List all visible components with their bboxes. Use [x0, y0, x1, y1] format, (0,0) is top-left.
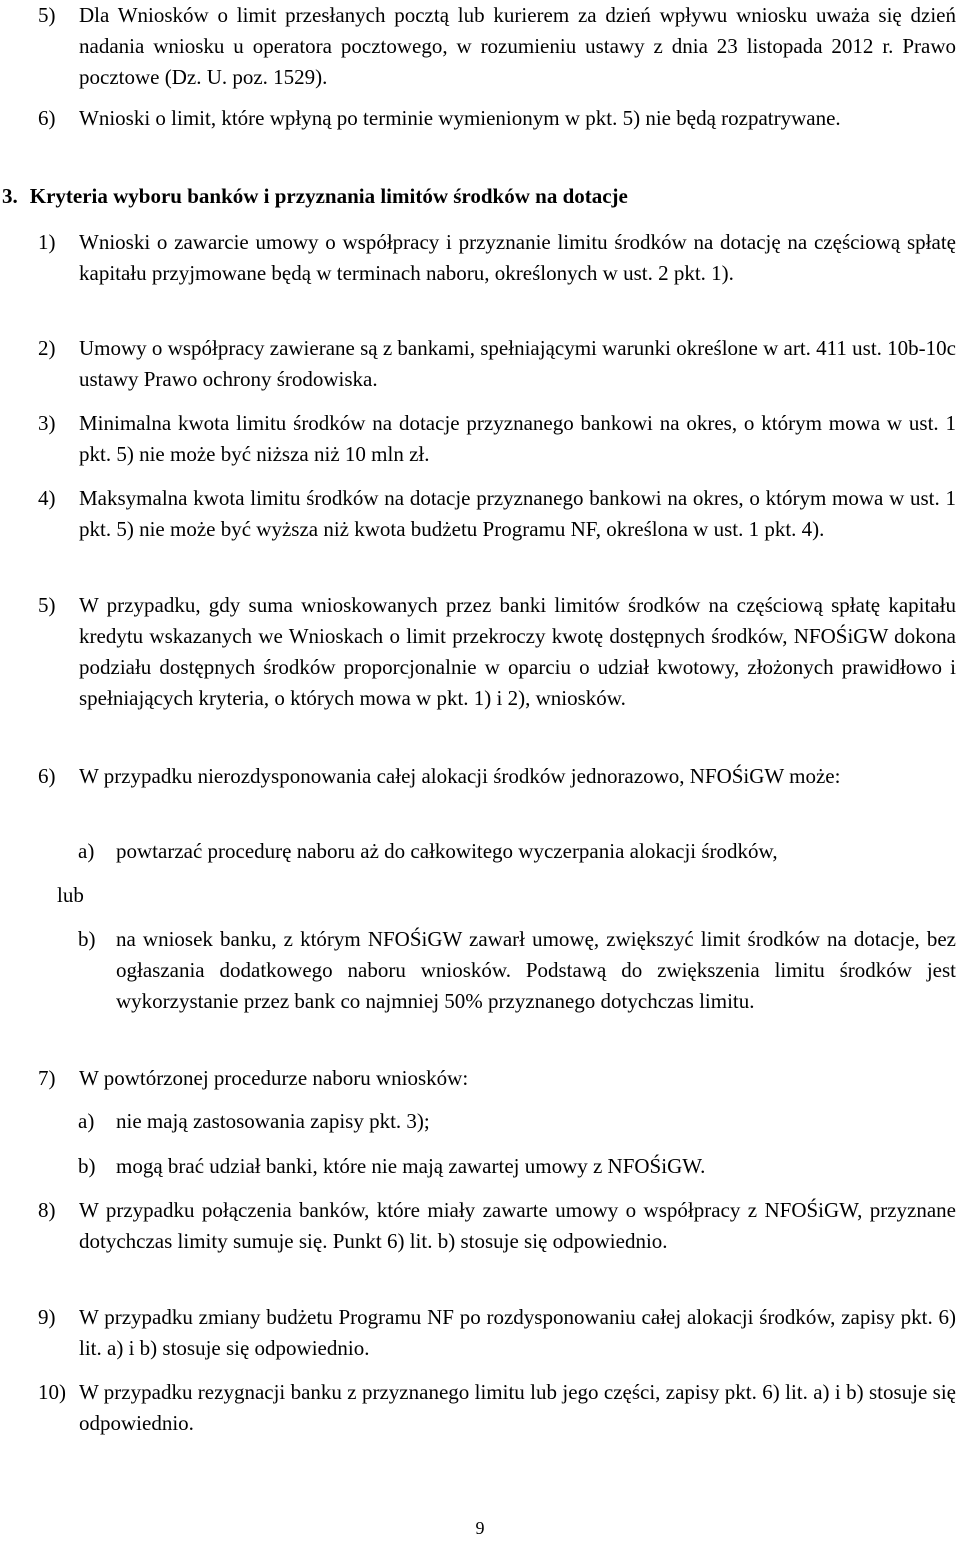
item-text: Umowy o współpracy zawierane są z bankami, spełniającymi warunki określone w art. 411 ust. 10b-10c ustawy Prawo ochrony środowiska.: [79, 336, 956, 391]
list-item: [38, 227, 956, 289]
item-text: Dla Wniosków o limit przesłanych pocztą lub kurierem za dzień wpływu wniosku uważa się dzień nadania wniosku u operatora pocztowego, w rozumieniu ustawy z dnia 23 listopada 2012 r. Prawo pocztowe (Dz. U. poz. 1529).: [79, 3, 956, 89]
item-text: W przypadku, gdy suma wnioskowanych przez banki limitów środków na częściową spłatę kapitału kredytu wskazanych we Wnioskach o limit przekroczy kwotę dostępnych środków, NFOŚiGW dokona podziału dostępnych środków proporcjonalnie w oparciu o udział kwotowy, złożonych prawidłowo i spełniających kryteria, o których mowa w pkt. 1) i 2), wniosków.: [79, 593, 956, 710]
list-item: [38, 103, 956, 134]
sub-item-text: na wniosek banku, z którym NFOŚiGW zawarł umowę, zwiększyć limit środków na dotacje, bez ogłaszania dodatkowego naboru wniosków. Podstawą do zwiększenia limitu środków jest wykorzystanie przez bank co najmniej 50% przyznanego dotychczas limitu.: [116, 927, 956, 1013]
item-number: 9): [38, 1305, 56, 1329]
list-item: [38, 0, 956, 93]
item-number: 10): [38, 1380, 66, 1404]
item-text: W powtórzonej procedurze naboru wniosków:: [79, 1066, 469, 1090]
item-text: Minimalna kwota limitu środków na dotacje przyznanego bankowi na okres, o którym mowa w ust. 1 pkt. 5) nie może być niższa niż 10 mln zł.: [79, 411, 956, 466]
sub-item: [78, 1106, 956, 1137]
item-text: W przypadku zmiany budżetu Programu NF po rozdysponowaniu całej alokacji środków, zapisy pkt. 6) lit. a) i b) stosuje się odpowiednio.: [79, 1305, 956, 1360]
list-item: [38, 483, 956, 545]
item-number: 2): [38, 336, 56, 360]
sub-item-text: powtarzać procedurę naboru aż do całkowitego wyczerpania alokacji środków,: [116, 839, 778, 863]
list-item: [38, 1195, 956, 1257]
item-text: W przypadku nierozdysponowania całej alokacji środków jednorazowo, NFOŚiGW może:: [79, 764, 841, 788]
sub-item-text: nie mają zastosowania zapisy pkt. 3);: [116, 1109, 430, 1133]
list-item: [38, 1302, 956, 1364]
sub-item-text: mogą brać udział banki, które nie mają zawartej umowy z NFOŚiGW.: [116, 1154, 706, 1178]
list-item: [38, 333, 956, 395]
sub-item: [78, 836, 956, 867]
item-number: 1): [38, 230, 56, 254]
list-item: [38, 1063, 956, 1094]
item-number: 3): [38, 411, 56, 435]
item-text: Maksymalna kwota limitu środków na dotacje przyznanego bankowi na okres, o którym mowa w ust. 1 pkt. 5) nie może być wyższa niż kwota budżetu Programu NF, określona w ust. 1 pkt. 4).: [79, 486, 956, 541]
sub-item-letter: a): [78, 1109, 95, 1133]
item-number: 6): [38, 106, 56, 130]
sub-item: [78, 924, 956, 1017]
item-number: 5): [38, 593, 56, 617]
section-title: Kryteria wyboru banków i przyznania limitów środków na dotacje: [29, 184, 628, 208]
list-item: [38, 590, 956, 714]
item-text: Wnioski o zawarcie umowy o współpracy i przyznanie limitu środków na dotację na częściową spłatę kapitału przyjmowane będą w terminach naboru, określonych w ust. 2 pkt. 1).: [79, 230, 956, 285]
item-text: W przypadku rezygnacji banku z przyznanego limitu lub jego części, zapisy pkt. 6) lit. a) i b) stosuje się odpowiednio.: [79, 1380, 956, 1435]
connector-word: lub: [57, 883, 84, 907]
section-number: 3.: [2, 184, 18, 208]
page-number: 9: [475, 1518, 485, 1538]
item-number: 5): [38, 3, 56, 27]
item-number: 6): [38, 764, 56, 788]
item-number: 4): [38, 486, 56, 510]
list-item: [38, 761, 956, 792]
list-item: [38, 1377, 956, 1439]
item-text: W przypadku połączenia banków, które miały zawarte umowy o współpracy z NFOŚiGW, przyznane dotychczas limity sumuje się. Punkt 6) lit. b) stosuje się odpowiednio.: [79, 1198, 956, 1253]
section-heading: [2, 181, 628, 212]
sub-item-letter: b): [78, 1154, 96, 1178]
item-number: 8): [38, 1198, 56, 1222]
item-text: Wnioski o limit, które wpłyną po terminie wymienionym w pkt. 5) nie będą rozpatrywane.: [79, 106, 841, 130]
item-number: 7): [38, 1066, 56, 1090]
sub-item-letter: a): [78, 839, 95, 863]
sub-item: [78, 1151, 956, 1182]
sub-item-letter: b): [78, 927, 96, 951]
list-item: [38, 408, 956, 470]
